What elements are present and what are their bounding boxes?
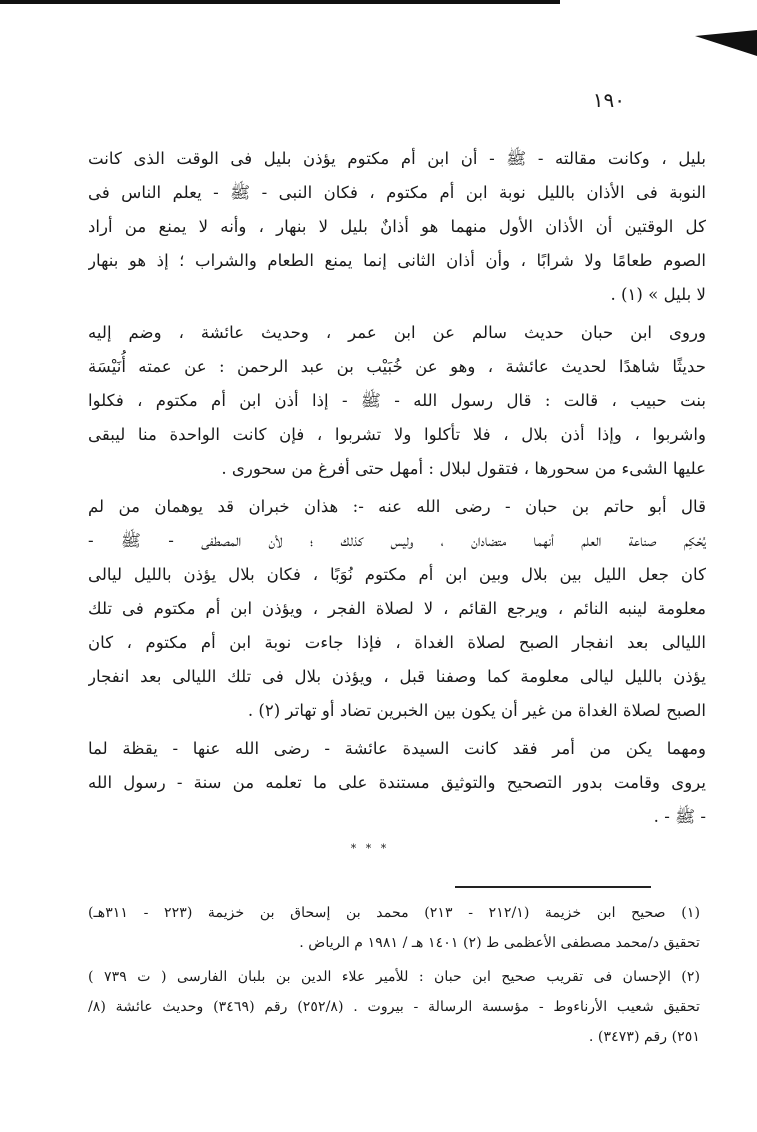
text-line: بنت حبيب ، قالت : قال رسول الله - ﷺ - إذا أذن ابن أم مكتوم ، فكلوا — [88, 391, 706, 410]
footnote-line: تحقيق د/محمد مصطفى الأعظمى ط (٢) ١٤٠١ هـ / ١٩٨١ م الرياض . — [299, 935, 700, 951]
page-number: ١٩٠ — [592, 88, 625, 112]
corner-scan-mark — [695, 30, 757, 56]
footnote-line: تحقيق شعيب الأرناءوط - مؤسسة الرسالة - بيروت . (٢٥٢/٨) رقم (٣٤٦٩) وحديث عائشة (٨/ — [88, 999, 700, 1015]
footnote — [88, 962, 700, 1052]
paragraph — [88, 316, 706, 486]
main-text — [88, 142, 706, 834]
text-line: معلومة لينبه النائم ، ويرجع القائم ، لا لصلاة الفجر ، ويؤذن ابن أم مكتوم فى تلك — [88, 599, 706, 618]
text-line: كل الوقتين أن الأذان الأول منهما هو أذانٌ بليل لا بنهار ، وأنه لا يمنع من أراد — [88, 217, 706, 236]
text-line: يؤذن بالليل ليالى معلومة كما وصفنا قبل ، ويؤذن بلال فى تلك الليالى بعد انفجار — [88, 667, 706, 686]
text-line: عليها الشىء من سحورها ، فتقول لبلال : أمهل حتى أفرغ من سحورى . — [221, 459, 706, 478]
text-line: لا بليل » (١) . — [610, 285, 706, 304]
footnote-divider — [455, 886, 651, 888]
top-border-line — [0, 0, 560, 4]
footnote-line: (٢) الإحسان فى تقريب صحيح ابن حبان : للأمير علاء الدين بن بلبان الفارسى ( ت ٧٣٩ ) — [88, 969, 700, 985]
footnotes — [88, 898, 700, 1052]
text-line: النوبة فى الأذان بالليل نوبة ابن أم مكتوم ، فكان النبى - ﷺ - يعلم الناس فى — [88, 183, 706, 202]
text-line: الصوم طعامًا ولا شرابًا ، وأن أذان الثانى إنما يمنع الطعام والشراب ؛ إذ هو بنهار — [88, 251, 706, 270]
footnote-line: (١) صحيح ابن خزيمة (٢١٢/١ - ٢١٣) محمد بن إسحاق بن خزيمة (٢٢٣ - ٣١١هـ) — [88, 905, 700, 921]
text-line: حديثًا شاهدًا لحديث عائشة ، وهو عن خُبَيْب بن عبد الرحمن : عن عمته أُنَيْسَة — [88, 357, 706, 376]
text-line: وروى ابن حبان حديث سالم عن ابن عمر ، وحديث عائشة ، وضم إليه — [88, 323, 706, 342]
section-separator: * * * — [350, 842, 390, 855]
text-line: واشربوا ، وإذا أذن بلال ، فلا تأكلوا ولا تشربوا ، فإن كانت الواحدة منا ليبقى — [88, 425, 706, 444]
text-line: الصبح لصلاة الغداة من غير أن يكون بين الخبرين تضاد أو تهاتر (٢) . — [247, 701, 706, 720]
text-line: الليالى بعد انفجار الصبح لصلاة الغداة ، فإذا جاءت نوبة ابن أم مكتوم ، كان — [88, 633, 706, 652]
paragraph — [88, 732, 706, 834]
paragraph — [88, 490, 706, 728]
text-line: قال أبو حاتم بن حبان - رضى الله عنه -: هذان خبران قد يوهمان من لم — [88, 497, 706, 516]
text-line: ومهما يكن من أمر فقد كانت السيدة عائشة - رضى الله عنها - يقظة لما — [88, 739, 706, 758]
text-line: كان جعل الليل بين بلال وبين ابن أم مكتوم نُوَبًا ، فكان بلال يؤذن بالليل ليالى — [88, 565, 706, 584]
text-line: يروى وقامت بدور التصحيح والتوثيق مستندة على ما تعلمه من سنة - رسول الله — [88, 773, 706, 792]
paragraph — [88, 142, 706, 312]
footnote-line: ٢٥١) رقم (٣٤٧٣) . — [588, 1029, 700, 1045]
text-line: يُحْكِم صناعة العلم أنهما متضادان ، وليس كذلك ؛ لأن المصطفى - ﷺ - — [88, 531, 706, 550]
text-line: بليل ، وكانت مقالته - ﷺ - أن ابن أم مكتوم يؤذن بليل فى الوقت الذى كانت — [88, 149, 706, 168]
footnote — [88, 898, 700, 958]
text-line: - ﷺ - . — [653, 807, 706, 826]
